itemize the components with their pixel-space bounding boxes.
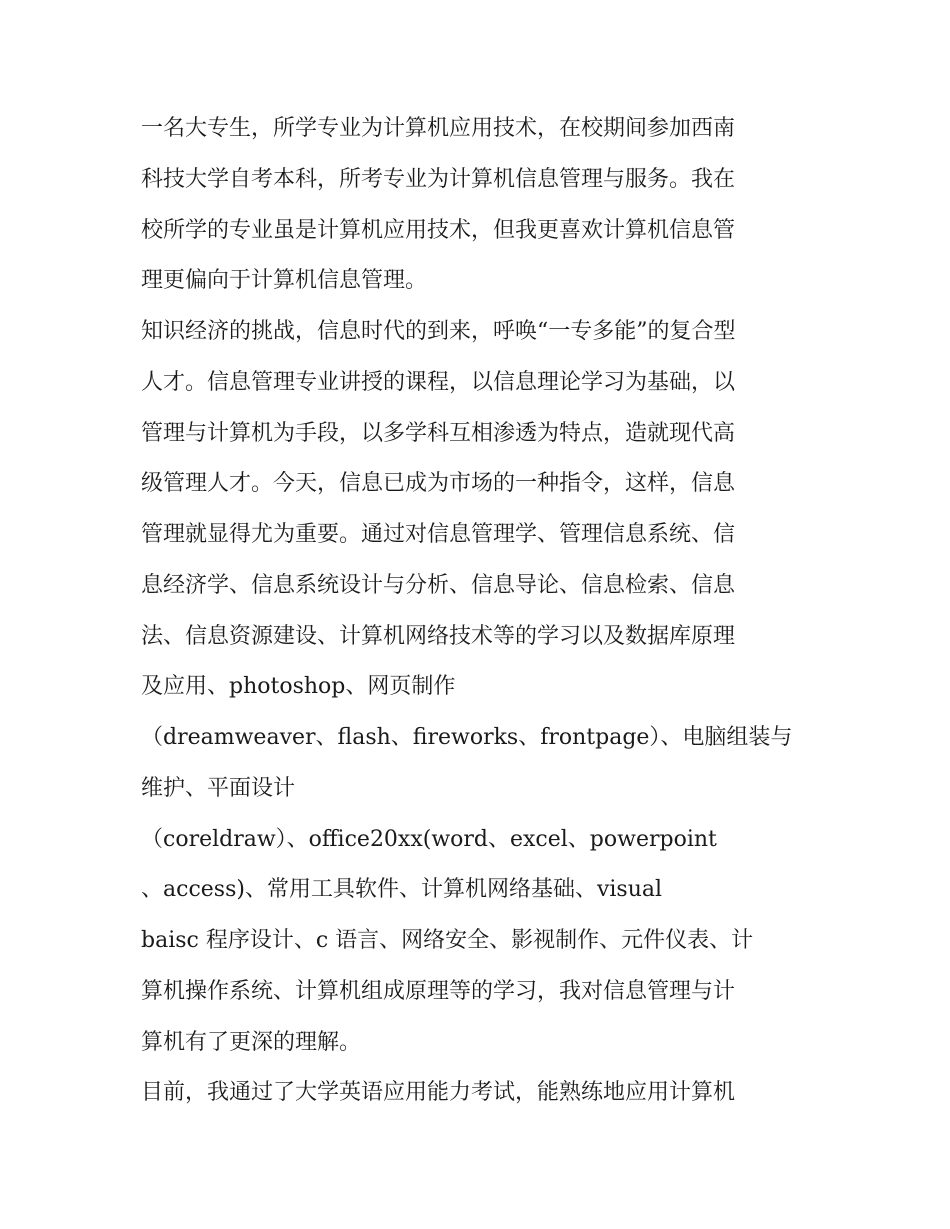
text-line: （coreldraw）、office20xx(word、excel、powerpoint <box>141 826 717 852</box>
text-line: 知识经济的挑战，信息时代的到来，呼唤“一专多能”的复合型 <box>141 319 736 344</box>
text-line: 一名大专生，所学专业为计算机应用技术，在校期间参加西南 <box>141 116 736 141</box>
text-line: 息经济学、信息系统设计与分析、信息导论、信息检索、信息 <box>141 572 736 598</box>
text-line: （dreamweaver、flash、fireworks、frontpage）、电脑组装与 <box>141 725 793 750</box>
text-line: 理更偏向于计算机信息管理。 <box>141 268 428 294</box>
text-line: 及应用、photoshop、网页制作 <box>141 674 456 700</box>
text-line: 、access)、常用工具软件、计算机网络基础、visual <box>141 877 663 903</box>
text-line: 算机操作系统、计算机组成原理等的学习，我对信息管理与计 <box>141 978 736 1004</box>
body-text <box>141 104 821 1119</box>
text-line: baisc 程序设计、c 语言、网络安全、影视制作、元件仪表、计 <box>141 928 754 953</box>
text-line: 人才。信息管理专业讲授的课程，以信息理论学习为基础，以 <box>141 369 736 395</box>
text-line: 目前，我通过了大学英语应用能力考试，能熟练地应用计算机 <box>141 1080 736 1106</box>
text-line: 法、信息资源建设、计算机网络技术等的学习以及数据库原理 <box>141 623 736 649</box>
text-line: 级管理人才。今天，信息已成为市场的一种指令，这样，信息 <box>141 471 736 497</box>
text-line: 校所学的专业虽是计算机应用技术，但我更喜欢计算机信息管 <box>141 217 736 243</box>
text-line: 管理就显得尤为重要。通过对信息管理学、管理信息系统、信 <box>141 522 736 547</box>
text-line: 管理与计算机为手段，以多学科互相渗透为特点，造就现代高 <box>141 420 736 446</box>
text-line: 科技大学自考本科，所考专业为计算机信息管理与服务。我在 <box>141 166 736 192</box>
text-line: 维护、平面设计 <box>141 775 296 801</box>
text-line: 算机有了更深的理解。 <box>141 1029 362 1055</box>
